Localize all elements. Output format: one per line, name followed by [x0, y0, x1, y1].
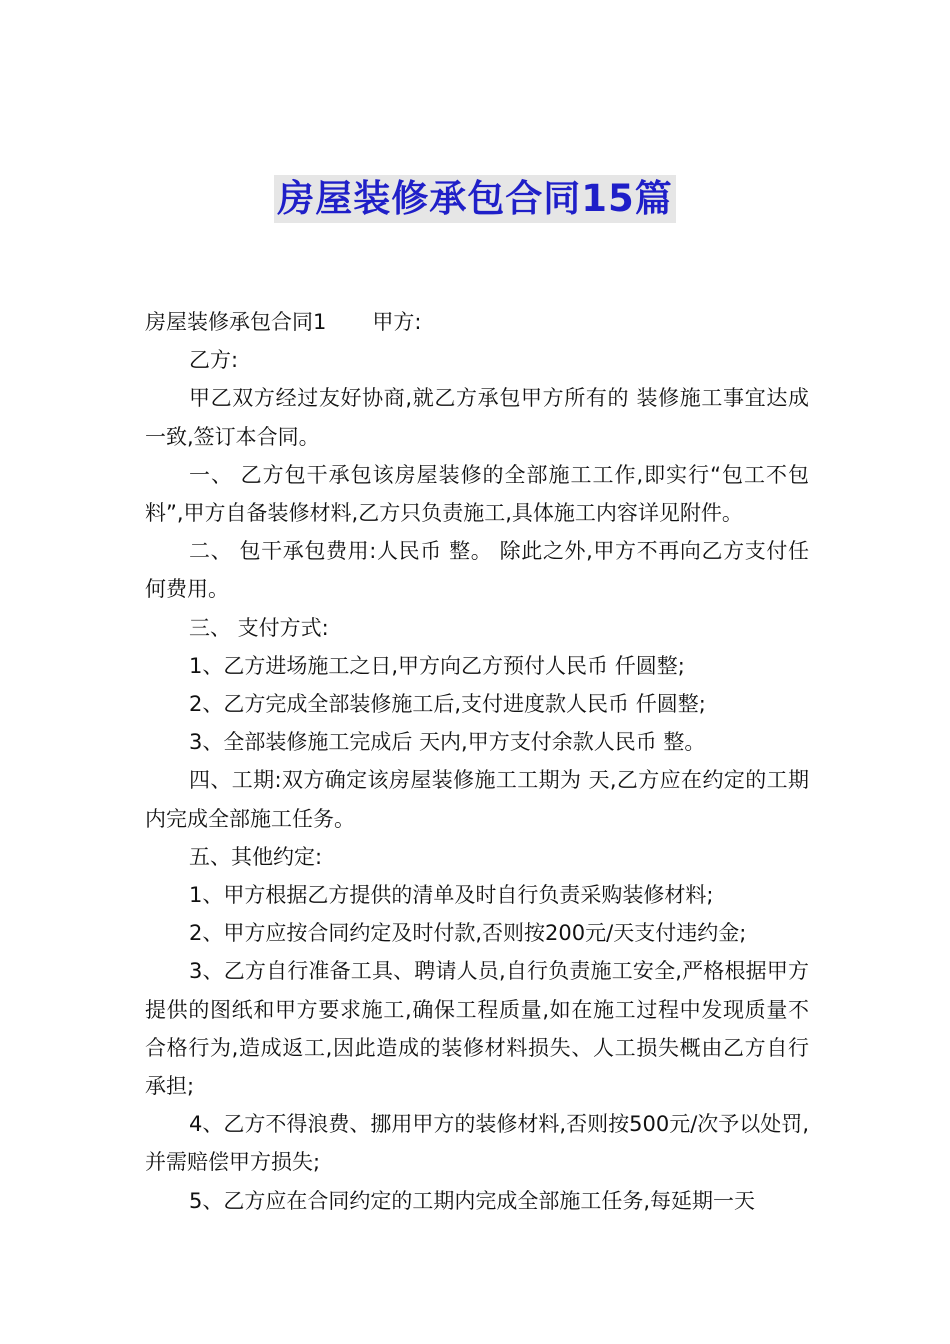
paragraph-clause-4: 四、工期:双方确定该房屋装修施工工期为 天,乙方应在约定的工期内完成全部施工任务。: [145, 768, 809, 831]
paragraph-other-2: 2、甲方应按合同约定及时付款,否则按200元/天支付违约金;: [189, 921, 747, 946]
paragraph-other-1: 1、甲方根据乙方提供的清单及时自行负责采购装修材料;: [189, 883, 714, 908]
party-a-label: 甲方:: [372, 310, 422, 334]
paragraph-clause-2: 二、 包干承包费用:人民币 整。 除此之外,甲方不再向乙方支付任何费用。: [145, 539, 809, 602]
paragraph-payment-2: 2、乙方完成全部装修施工后,支付进度款人民币 仟圆整;: [189, 692, 706, 717]
contract-label: 房屋装修承包合同1: [145, 310, 327, 334]
paragraph-other-4: 4、乙方不得浪费、挪用甲方的装修材料,否则按500元/次予以处罚,并需赔偿甲方损失;: [145, 1112, 809, 1175]
paragraph-other-5: 5、乙方应在合同约定的工期内完成全部施工任务,每延期一天: [189, 1188, 756, 1213]
paragraph-preamble: 甲乙双方经过友好协商,就乙方承包甲方所有的 装修施工事宜达成一致,签订本合同。: [145, 386, 809, 449]
paragraph-clause-1: 一、 乙方包干承包该房屋装修的全部施工工作,即实行“包工不包料”,甲方自备装修材料,乙方只负责施工,具体施工内容详见附件。: [145, 462, 809, 526]
paragraph-other-3: 3、乙方自行准备工具、聘请人员,自行负责施工安全,严格根据甲方提供的图纸和甲方要求施工,确保工程质量,如在施工过程中发现质量不合格行为,造成返工,因此造成的装修材料损失、人工损失概由乙方自行承担;: [145, 959, 809, 1099]
document-title: 房屋装修承包合同15篇: [274, 175, 676, 223]
paragraph-payment-1: 1、乙方进场施工之日,甲方向乙方预付人民币 仟圆整;: [189, 653, 685, 678]
paragraph-clause-5: 五、其他约定:: [189, 844, 323, 869]
title-container: [0, 175, 950, 223]
paragraph-payment-3: 3、全部装修施工完成后 天内,甲方支付余款人民币 整。: [189, 730, 706, 755]
paragraph-clause-3: 三、 支付方式:: [189, 615, 329, 640]
contract-heading-line: [145, 303, 809, 341]
document-body: [145, 303, 809, 1220]
paragraph-party-b: 乙方:: [189, 348, 239, 373]
